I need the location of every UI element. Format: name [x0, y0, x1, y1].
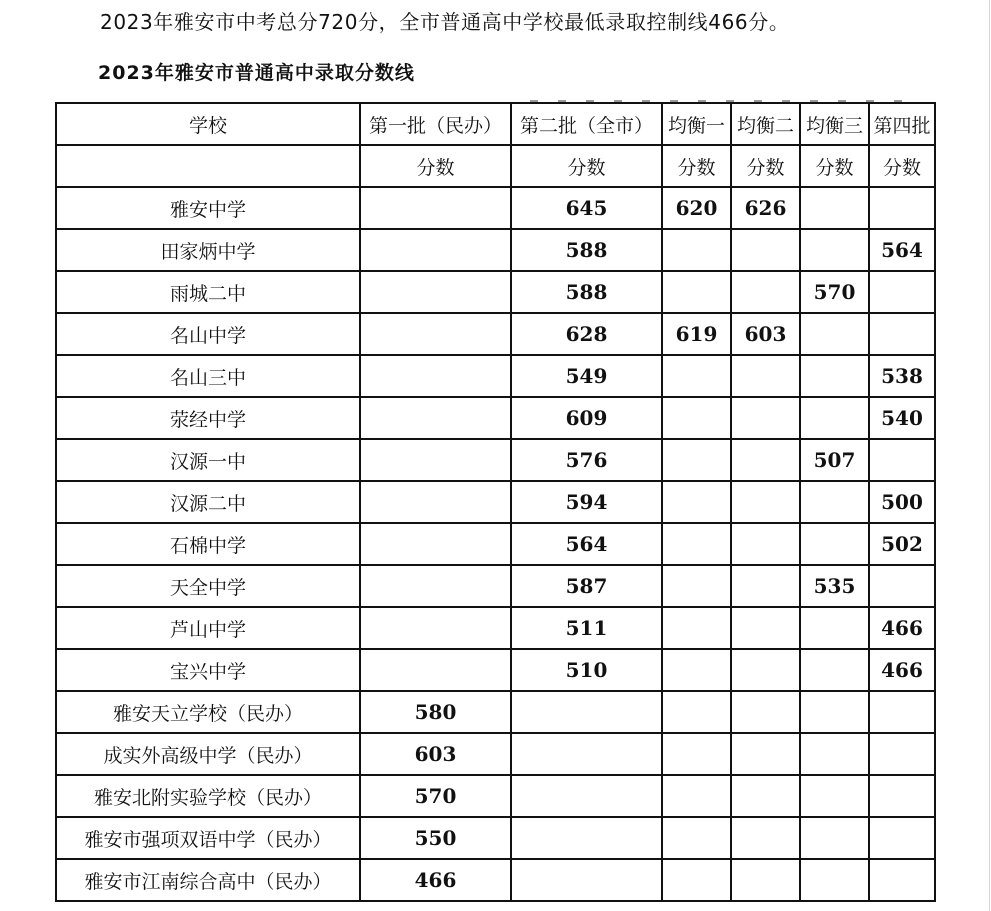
school-name-cell: 雅安市江南综合高中（民办） — [56, 859, 360, 901]
score-cell — [869, 565, 935, 607]
score-cell: 564 — [511, 523, 662, 565]
score-cell — [869, 313, 935, 355]
subheader-cell: 分数 — [511, 145, 662, 187]
table-row — [56, 733, 935, 775]
table-row — [56, 313, 935, 355]
score-cell — [360, 649, 511, 691]
header-cell: 第四批 — [869, 103, 935, 145]
score-cell — [662, 229, 731, 271]
score-cell — [662, 355, 731, 397]
score-cell — [511, 817, 662, 859]
school-name-cell: 名山中学 — [56, 313, 360, 355]
score-cell: 588 — [511, 271, 662, 313]
school-name-cell: 雨城二中 — [56, 271, 360, 313]
score-cell — [662, 817, 731, 859]
score-cell — [800, 859, 869, 901]
score-cell: 588 — [511, 229, 662, 271]
score-cell — [662, 649, 731, 691]
table-row — [56, 523, 935, 565]
score-cell — [731, 649, 800, 691]
score-cell: 535 — [800, 565, 869, 607]
score-cell: 466 — [360, 859, 511, 901]
score-cell — [360, 565, 511, 607]
subheader-cell: 分数 — [662, 145, 731, 187]
score-cell — [360, 397, 511, 439]
score-cell — [800, 775, 869, 817]
score-cell — [662, 271, 731, 313]
scan-artifact — [520, 88, 940, 102]
score-cell — [731, 229, 800, 271]
score-cell — [800, 607, 869, 649]
score-cell: 510 — [511, 649, 662, 691]
score-cell — [511, 691, 662, 733]
score-cell — [731, 439, 800, 481]
score-cell: 576 — [511, 439, 662, 481]
school-name-cell: 汉源二中 — [56, 481, 360, 523]
score-cell — [869, 817, 935, 859]
score-cell: 502 — [869, 523, 935, 565]
header-cell: 均衡一 — [662, 103, 731, 145]
score-cell — [731, 817, 800, 859]
score-cell — [360, 229, 511, 271]
score-cell — [662, 859, 731, 901]
score-cell — [731, 607, 800, 649]
score-cell: 619 — [662, 313, 731, 355]
score-cell: 538 — [869, 355, 935, 397]
score-cell — [800, 691, 869, 733]
subheader-cell: 分数 — [869, 145, 935, 187]
table-row — [56, 439, 935, 481]
score-cell — [800, 355, 869, 397]
score-cell — [731, 565, 800, 607]
school-name-cell: 田家炳中学 — [56, 229, 360, 271]
table-heading: 2023年雅安市普通高中录取分数线 — [98, 62, 415, 84]
score-cell — [731, 775, 800, 817]
subheader-cell: 分数 — [731, 145, 800, 187]
score-cell: 570 — [800, 271, 869, 313]
score-cell: 594 — [511, 481, 662, 523]
score-cell: 466 — [869, 649, 935, 691]
school-name-cell: 雅安天立学校（民办） — [56, 691, 360, 733]
score-cell — [800, 481, 869, 523]
score-cell: 580 — [360, 691, 511, 733]
score-cell — [800, 187, 869, 229]
table-row — [56, 607, 935, 649]
score-cell — [731, 691, 800, 733]
table-row — [56, 397, 935, 439]
score-cell: 507 — [800, 439, 869, 481]
score-cell — [869, 775, 935, 817]
score-cell — [360, 313, 511, 355]
score-cell — [511, 775, 662, 817]
table-row — [56, 229, 935, 271]
score-cell: 540 — [869, 397, 935, 439]
score-cell — [800, 397, 869, 439]
subheader-cell — [56, 145, 360, 187]
header-cell: 学校 — [56, 103, 360, 145]
score-cell — [800, 733, 869, 775]
score-cell — [800, 313, 869, 355]
score-cell: 603 — [360, 733, 511, 775]
page-edge-line — [989, 0, 990, 911]
score-cell — [869, 691, 935, 733]
score-cell — [662, 565, 731, 607]
score-cell: 549 — [511, 355, 662, 397]
score-cell: 609 — [511, 397, 662, 439]
header-cell: 均衡三 — [800, 103, 869, 145]
score-cell — [869, 439, 935, 481]
score-cell — [800, 649, 869, 691]
score-cell — [360, 481, 511, 523]
table-row — [56, 355, 935, 397]
score-cell: 570 — [360, 775, 511, 817]
subheader-cell: 分数 — [800, 145, 869, 187]
score-cell — [360, 607, 511, 649]
score-cell — [662, 691, 731, 733]
score-cell — [800, 817, 869, 859]
table-row — [56, 775, 935, 817]
score-cell — [511, 859, 662, 901]
school-name-cell: 芦山中学 — [56, 607, 360, 649]
table-subheader-row — [56, 145, 935, 187]
score-cell — [360, 355, 511, 397]
table-row — [56, 859, 935, 901]
score-cell — [731, 397, 800, 439]
school-name-cell: 宝兴中学 — [56, 649, 360, 691]
score-cell — [731, 523, 800, 565]
score-cell: 620 — [662, 187, 731, 229]
school-name-cell: 荥经中学 — [56, 397, 360, 439]
score-cell — [731, 355, 800, 397]
score-cell — [800, 229, 869, 271]
table-row — [56, 691, 935, 733]
score-cell — [731, 481, 800, 523]
table-header-row — [56, 103, 935, 145]
score-cell: 626 — [731, 187, 800, 229]
header-cell: 第一批（民办） — [360, 103, 511, 145]
score-cell — [360, 271, 511, 313]
score-cell — [731, 859, 800, 901]
admission-score-table — [55, 102, 936, 902]
score-cell — [360, 523, 511, 565]
score-cell: 645 — [511, 187, 662, 229]
score-cell — [662, 775, 731, 817]
score-cell: 550 — [360, 817, 511, 859]
score-cell — [360, 187, 511, 229]
score-cell — [731, 733, 800, 775]
score-cell — [662, 523, 731, 565]
school-name-cell: 成实外高级中学（民办） — [56, 733, 360, 775]
score-cell: 603 — [731, 313, 800, 355]
table-row — [56, 817, 935, 859]
school-name-cell: 天全中学 — [56, 565, 360, 607]
score-cell — [662, 481, 731, 523]
score-cell: 511 — [511, 607, 662, 649]
table-row — [56, 187, 935, 229]
score-cell: 628 — [511, 313, 662, 355]
school-name-cell: 雅安北附实验学校（民办） — [56, 775, 360, 817]
table-row — [56, 565, 935, 607]
school-name-cell: 汉源一中 — [56, 439, 360, 481]
score-cell — [360, 439, 511, 481]
score-cell — [662, 607, 731, 649]
table-row — [56, 481, 935, 523]
header-cell: 第二批（全市） — [511, 103, 662, 145]
score-cell — [662, 439, 731, 481]
score-cell — [869, 187, 935, 229]
table-row — [56, 271, 935, 313]
header-cell: 均衡二 — [731, 103, 800, 145]
score-cell — [511, 733, 662, 775]
score-cell — [800, 523, 869, 565]
score-cell: 466 — [869, 607, 935, 649]
subheader-cell: 分数 — [360, 145, 511, 187]
score-cell — [869, 859, 935, 901]
score-cell — [731, 271, 800, 313]
intro-text: 2023年雅安市中考总分720分，全市普通高中学校最低录取控制线466分。 — [100, 10, 790, 34]
school-name-cell: 石棉中学 — [56, 523, 360, 565]
score-cell — [662, 397, 731, 439]
score-cell — [869, 271, 935, 313]
school-name-cell: 雅安中学 — [56, 187, 360, 229]
school-name-cell: 雅安市强项双语中学（民办） — [56, 817, 360, 859]
table-row — [56, 649, 935, 691]
score-cell: 587 — [511, 565, 662, 607]
score-cell — [662, 733, 731, 775]
score-cell: 564 — [869, 229, 935, 271]
school-name-cell: 名山三中 — [56, 355, 360, 397]
score-cell — [869, 733, 935, 775]
score-cell: 500 — [869, 481, 935, 523]
